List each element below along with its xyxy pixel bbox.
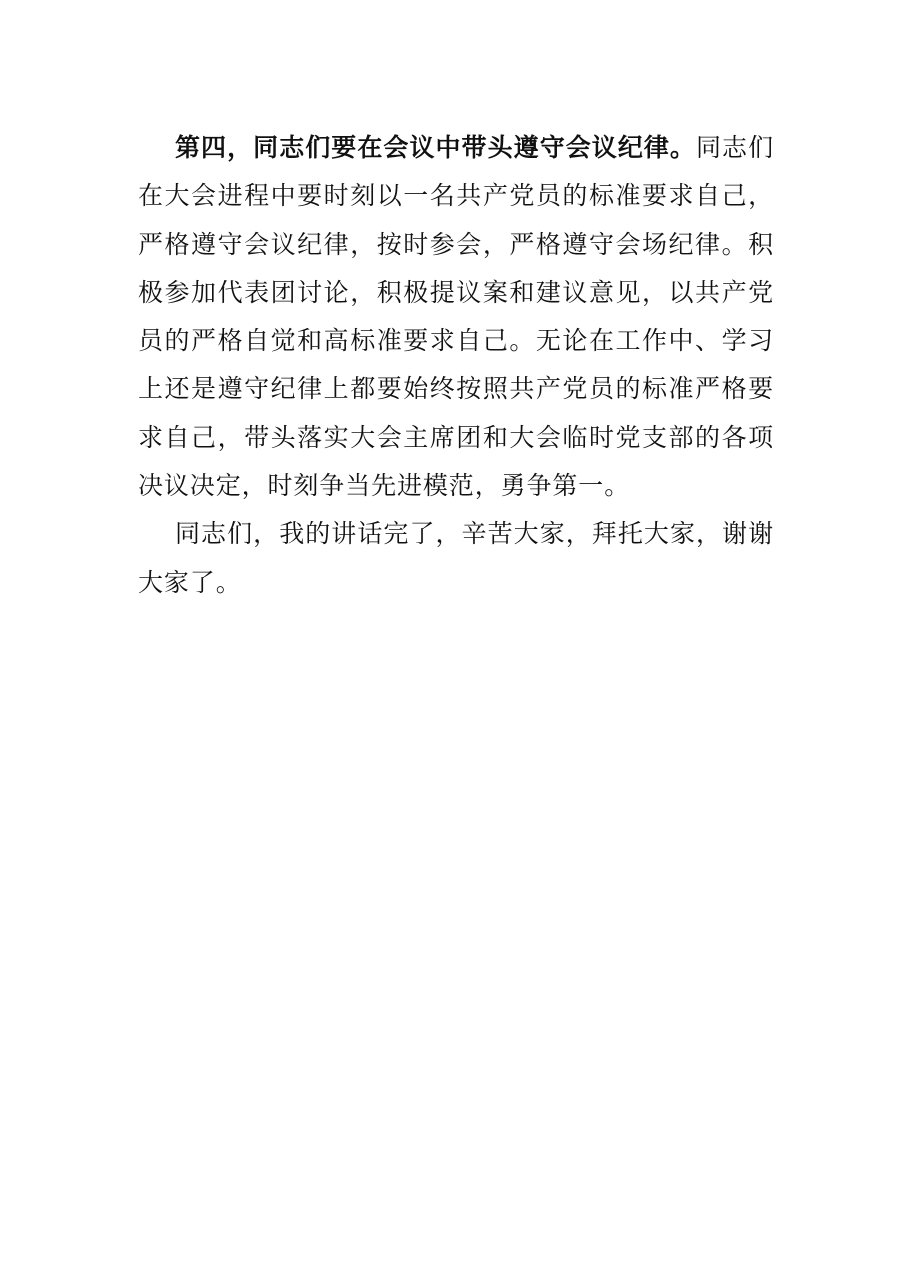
- paragraph-discipline: [138, 124, 774, 510]
- paragraph-text: 同志们在大会进程中要时刻以一名共产党员的标准要求自己，严格遵守会议纪律，按时参会，严格遵守会场纪律。积极参加代表团讨论，积极提议案和建议意见，以共产党员的严格自觉和高标准要求自己。无论在工作中、学习上还是遵守纪律上都要始终按照共产党员的标准严格要求自己，带头落实大会主席团和大会临时党支部的各项决议决定，时刻争当先进模范，勇争第一。: [138, 133, 774, 501]
- paragraph-closing: [138, 510, 774, 607]
- paragraph-text: 同志们，我的讲话完了，辛苦大家，拜托大家，谢谢大家了。: [138, 519, 774, 597]
- paragraph-heading: 第四，同志们要在会议中带头遵守会议纪律。: [175, 133, 696, 162]
- document-body: [138, 124, 774, 607]
